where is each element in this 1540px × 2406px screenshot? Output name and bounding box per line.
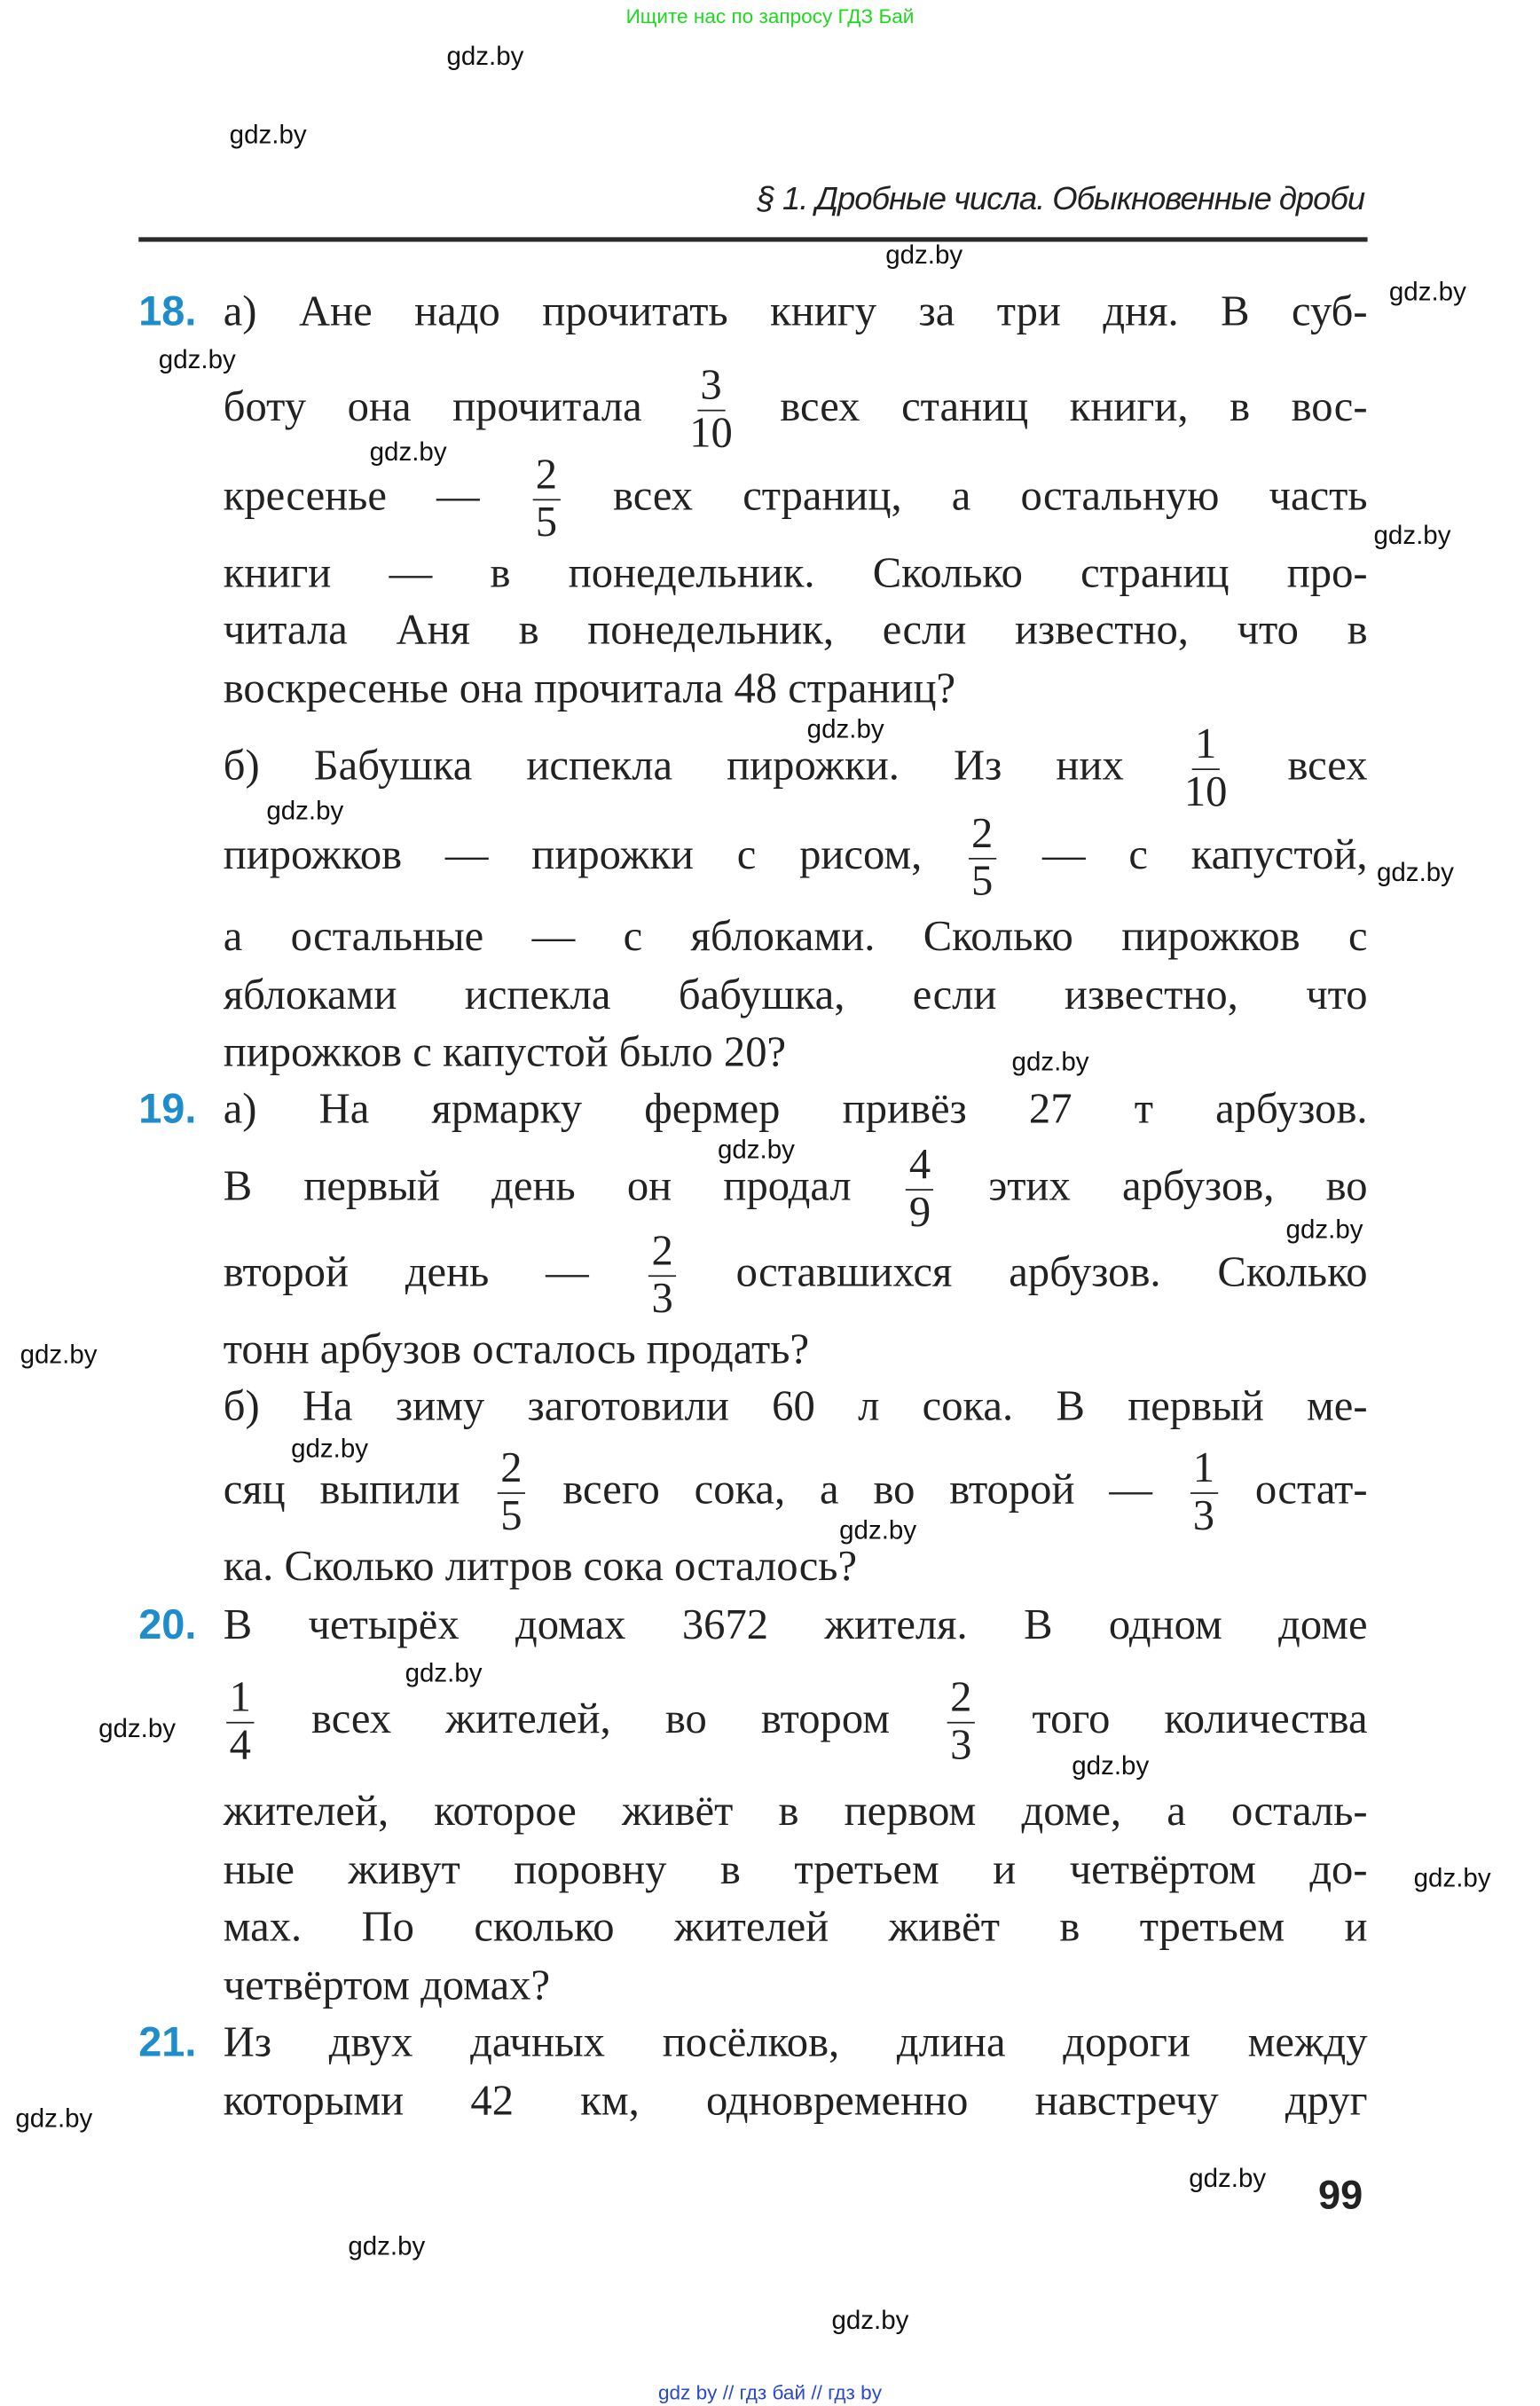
text-segment: пирожков с капустой было 20? bbox=[223, 1028, 787, 1077]
fraction-denominator: 3 bbox=[1192, 1492, 1215, 1541]
watermark: gdz.by bbox=[98, 1714, 177, 1744]
watermark: gdz.by bbox=[20, 1340, 98, 1370]
fraction-numerator: 1 bbox=[1190, 1446, 1217, 1494]
text-segment: второй день — bbox=[223, 1248, 646, 1297]
fraction bbox=[906, 1143, 933, 1237]
watermark: gdz.by bbox=[446, 41, 524, 71]
watermark: gdz.by bbox=[831, 2305, 909, 2335]
text-segment: боту она прочитала bbox=[223, 383, 684, 432]
fraction bbox=[947, 1676, 975, 1770]
text-segment: мах. По сколько жителей живёт в третьем и bbox=[223, 1903, 1368, 1952]
problem-number: 19. bbox=[138, 1085, 197, 1132]
text-segment: б) На зиму заготовили 60 л сока. В первый ме- bbox=[223, 1382, 1368, 1431]
fraction-numerator: 2 bbox=[947, 1676, 975, 1724]
text-segment: яблоками испекла бабушка, если известно, что bbox=[223, 971, 1368, 1020]
watermark: gdz.by bbox=[266, 796, 344, 826]
text-segment: всего сока, а во второй — bbox=[528, 1466, 1187, 1514]
text-segment: а) На ярмарку фермер привёз 27 т арбузов. bbox=[223, 1085, 1368, 1134]
text-line bbox=[224, 1543, 857, 1592]
text-segment: ные живут поровну в третьем и четвёртом до- bbox=[223, 1846, 1368, 1895]
text-segment: читала Аня в понедельник, если известно, что в bbox=[223, 606, 1368, 655]
text-segment: книги — в понедельник. Сколько страниц про- bbox=[223, 549, 1368, 598]
watermark: gdz.by bbox=[1189, 2164, 1267, 2194]
fraction-denominator: 3 bbox=[950, 1721, 972, 1770]
text-segment: тонн арбузов осталось продать? bbox=[223, 1325, 810, 1374]
text-segment: четвёртом домах? bbox=[223, 1962, 551, 2010]
page-number: 99 bbox=[1318, 2171, 1363, 2218]
fraction-numerator: 4 bbox=[906, 1143, 933, 1191]
section-header: § 1. Дробные числа. Обыкновенные дроби bbox=[757, 181, 1365, 217]
fraction bbox=[532, 453, 560, 547]
fraction-denominator: 10 bbox=[1183, 768, 1228, 817]
fraction-numerator: 2 bbox=[532, 453, 560, 501]
text-segment: того количества bbox=[978, 1695, 1368, 1744]
watermark: gdz.by bbox=[1388, 277, 1466, 307]
text-segment: всех bbox=[1233, 742, 1368, 790]
text-segment: ка. Сколько литров сока осталось? bbox=[223, 1543, 858, 1592]
watermark: gdz.by bbox=[1373, 520, 1451, 550]
fraction bbox=[1181, 722, 1230, 816]
bottom-banner[interactable]: gdz by // гдз бай // гдз by bbox=[657, 2380, 883, 2404]
fraction bbox=[969, 812, 996, 906]
fraction-denominator: 5 bbox=[971, 858, 994, 906]
text-segment: воскресенье она прочитала 48 страниц? bbox=[223, 664, 956, 713]
fraction-numerator: 2 bbox=[648, 1229, 676, 1277]
watermark: gdz.by bbox=[15, 2103, 93, 2134]
text-line bbox=[224, 550, 1368, 600]
fraction bbox=[648, 1229, 676, 1323]
watermark: gdz.by bbox=[1413, 1863, 1491, 1893]
fraction-numerator: 2 bbox=[969, 812, 996, 860]
text-segment: всех страниц, а остальную часть bbox=[562, 472, 1368, 521]
text-line bbox=[224, 665, 955, 715]
fraction-denominator: 3 bbox=[651, 1275, 673, 1324]
watermark: gdz.by bbox=[1072, 1750, 1150, 1781]
text-line bbox=[224, 1326, 809, 1376]
fraction-numerator: 1 bbox=[226, 1676, 254, 1724]
text-line bbox=[224, 1383, 1368, 1433]
text-line bbox=[224, 288, 1368, 338]
watermark: gdz.by bbox=[839, 1515, 917, 1545]
watermark: gdz.by bbox=[158, 344, 236, 374]
watermark: gdz.by bbox=[1285, 1215, 1363, 1245]
fraction bbox=[1190, 1446, 1217, 1540]
watermark: gdz.by bbox=[717, 1135, 795, 1165]
text-line bbox=[224, 2078, 1368, 2127]
fraction-denominator: 9 bbox=[908, 1189, 931, 1238]
watermark: gdz.by bbox=[229, 120, 307, 150]
text-segment: пирожков — пирожки с рисом, bbox=[223, 831, 966, 880]
fraction-denominator: 5 bbox=[500, 1492, 522, 1541]
text-segment: — с капустой, bbox=[999, 831, 1368, 880]
fraction bbox=[687, 364, 736, 458]
watermark: gdz.by bbox=[369, 437, 447, 468]
watermark: gdz.by bbox=[1376, 857, 1454, 887]
text-line bbox=[224, 1601, 1368, 1651]
header-divider bbox=[138, 237, 1367, 241]
fraction bbox=[498, 1446, 525, 1540]
watermark: gdz.by bbox=[291, 1434, 369, 1464]
text-segment: В первый день он продал bbox=[223, 1162, 903, 1211]
watermark: gdz.by bbox=[348, 2231, 426, 2261]
text-segment: всех жителей, во втором bbox=[256, 1695, 945, 1744]
text-segment: б) Бабушка испекла пирожки. Из них bbox=[223, 742, 1178, 790]
fraction-numerator: 3 bbox=[697, 364, 725, 412]
text-line bbox=[224, 1029, 786, 1079]
text-segment: этих арбузов, во bbox=[937, 1162, 1368, 1211]
fraction-denominator: 4 bbox=[229, 1721, 251, 1770]
text-segment: Из двух дачных посёлков, длина дороги между bbox=[223, 2018, 1368, 2067]
text-line bbox=[224, 2019, 1368, 2069]
text-line bbox=[224, 1846, 1368, 1896]
text-segment: сяц выпили bbox=[223, 1466, 495, 1514]
text-segment: В четырёх домах 3672 жителя. В одном доме bbox=[223, 1601, 1368, 1650]
watermark: gdz.by bbox=[806, 714, 884, 744]
text-line bbox=[224, 1788, 1368, 1837]
text-segment: которыми 42 км, одновременно навстречу друг bbox=[223, 2077, 1368, 2126]
fraction-denominator: 10 bbox=[689, 409, 733, 458]
problem-number: 21. bbox=[138, 2018, 197, 2065]
top-banner[interactable]: Ищите нас по запросу ГДЗ Бай bbox=[625, 4, 915, 28]
problem-number: 20. bbox=[138, 1601, 197, 1648]
fraction-numerator: 2 bbox=[498, 1446, 525, 1494]
fraction-numerator: 1 bbox=[1192, 722, 1220, 770]
text-segment: остат- bbox=[1221, 1466, 1368, 1514]
text-line bbox=[224, 913, 1368, 963]
text-segment: а остальные — с яблоками. Сколько пирожков с bbox=[223, 913, 1368, 962]
text-segment: оставшихся арбузов. Сколько bbox=[679, 1248, 1368, 1297]
text-line bbox=[224, 1962, 550, 2012]
fraction bbox=[226, 1676, 254, 1770]
problem-number: 18. bbox=[138, 287, 197, 334]
text-line bbox=[224, 1904, 1368, 1954]
text-line bbox=[224, 1086, 1368, 1136]
watermark: gdz.by bbox=[405, 1658, 483, 1688]
text-segment: всех станиц книги, в вос- bbox=[738, 383, 1368, 432]
text-line bbox=[224, 607, 1368, 657]
watermark: gdz.by bbox=[1011, 1047, 1089, 1077]
text-line bbox=[224, 971, 1368, 1021]
fraction-denominator: 5 bbox=[535, 499, 557, 547]
text-segment: кресенье — bbox=[223, 472, 530, 521]
text-segment: жителей, которое живёт в первом доме, а осталь- bbox=[223, 1788, 1368, 1836]
watermark: gdz.by bbox=[885, 240, 963, 270]
text-segment: а) Ане надо прочитать книгу за три дня. В суб- bbox=[223, 287, 1368, 336]
